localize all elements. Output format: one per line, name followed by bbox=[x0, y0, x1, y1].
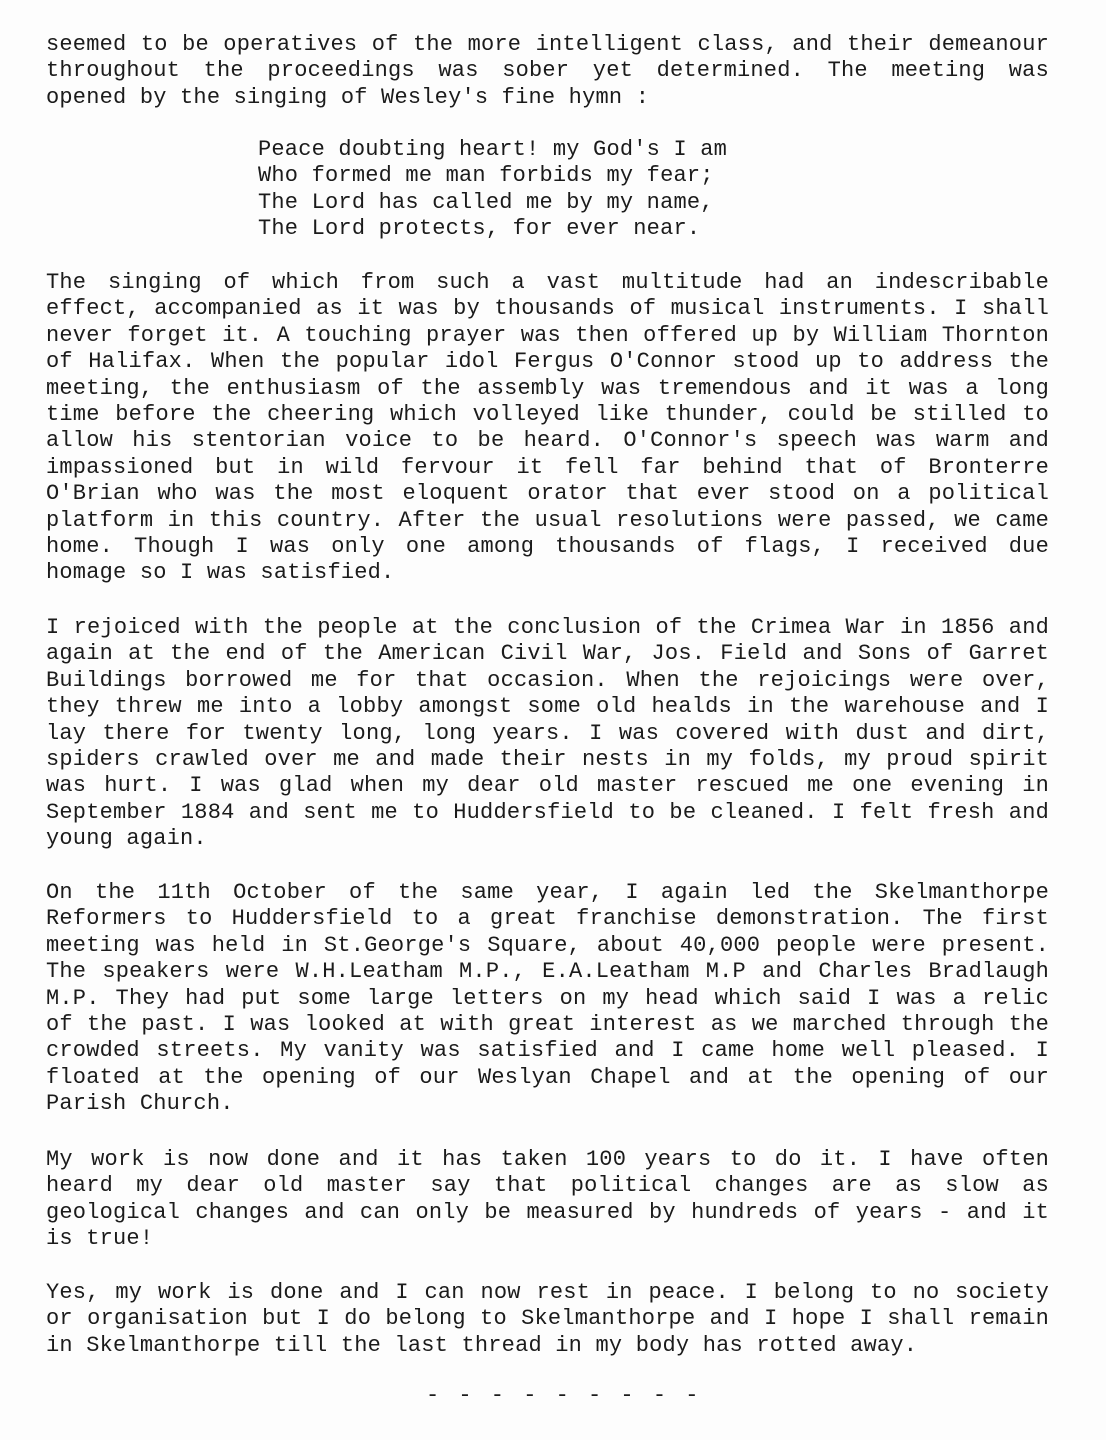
text-line: of the past. I was looked at with great interest as we marched through the bbox=[46, 1012, 1049, 1038]
text-line: seemed to be operatives of the more intelligent class, and their demeanour bbox=[46, 32, 1049, 57]
text-line: Reformers to Huddersfield to a great franchise demonstration. The first bbox=[46, 906, 1049, 932]
text-line: floated at the opening of our Weslyan Chapel and at the opening of our bbox=[46, 1064, 1049, 1090]
text-line: meeting was held in St.George's Square, about 40,000 people were present. bbox=[46, 932, 1049, 958]
text-line: young again. bbox=[46, 826, 207, 852]
paragraph-2 bbox=[46, 270, 1049, 587]
text-line: effect, accompanied as it was by thousands of musical instruments. I shall bbox=[46, 296, 1049, 322]
text-line: or organisation but I do belong to Skelmanthorpe and I hope I shall remain bbox=[46, 1306, 1049, 1332]
paragraph-5 bbox=[46, 1147, 1049, 1253]
text-line: On the 11th October of the same year, I again led the Skelmanthorpe bbox=[46, 880, 1049, 905]
text-line: never forget it. A touching prayer was then offered up by William Thornton bbox=[46, 322, 1049, 348]
text-line: lay there for twenty long, long years. I was covered with dust and dirt, bbox=[46, 720, 1049, 746]
text-line: allow his stentorian voice to be heard. O'Connor's speech was warm and bbox=[46, 428, 1049, 454]
text-line: Yes, my work is done and I can now rest in peace. I belong to no society bbox=[46, 1280, 1049, 1305]
paragraph-1 bbox=[46, 32, 1049, 111]
verse-line: The Lord protects, for ever near. bbox=[258, 216, 701, 242]
text-line: time before the cheering which volleyed like thunder, could be stilled to bbox=[46, 402, 1049, 428]
verse-line: Who formed me man forbids my fear; bbox=[258, 163, 714, 189]
paragraph-6 bbox=[46, 1280, 1049, 1359]
text-line: M.P. They had put some large letters on my head which said I was a relic bbox=[46, 985, 1049, 1011]
text-line: home. Though I was only one among thousands of flags, I received due bbox=[46, 534, 1049, 560]
text-line: heard my dear old master say that political changes are as slow as bbox=[46, 1173, 1049, 1199]
text-line: The singing of which from such a vast multitude had an indescribable bbox=[46, 270, 1049, 295]
text-line: Buildings borrowed me for that occasion. When the rejoicings were over, bbox=[46, 667, 1049, 693]
text-line: My work is now done and it has taken 100 years to do it. I have often bbox=[46, 1147, 1049, 1172]
end-mark: - - - - - - - - - bbox=[426, 1383, 702, 1408]
paragraph-3 bbox=[46, 615, 1049, 853]
text-line: in Skelmanthorpe till the last thread in my body has rotted away. bbox=[46, 1332, 918, 1358]
text-line: I rejoiced with the people at the conclusion of the Crimea War in 1856 and bbox=[46, 615, 1049, 640]
verse-line: Peace doubting heart! my God's I am bbox=[258, 137, 728, 162]
text-line: homage so I was satisfied. bbox=[46, 560, 395, 586]
text-line: throughout the proceedings was sober yet determined. The meeting was bbox=[46, 58, 1049, 84]
text-line: impassioned but in wild fervour it fell far behind that of Bronterre bbox=[46, 454, 1049, 480]
text-line: The speakers were W.H.Leatham M.P., E.A.Leatham M.P and Charles Bradlaugh bbox=[46, 959, 1049, 985]
paragraph-4 bbox=[46, 880, 1049, 1118]
text-line: is true! bbox=[46, 1226, 154, 1252]
text-line: September 1884 and sent me to Huddersfield to be cleaned. I felt fresh and bbox=[46, 799, 1049, 825]
text-line: again at the end of the American Civil War, Jos. Field and Sons of Garret bbox=[46, 641, 1049, 667]
text-line: O'Brian who was the most eloquent orator that ever stood on a political bbox=[46, 481, 1049, 507]
text-line: meeting, the enthusiasm of the assembly was tremendous and it was a long bbox=[46, 375, 1049, 401]
text-line: was hurt. I was glad when my dear old master rescued me one evening in bbox=[46, 773, 1049, 799]
verse-line: The Lord has called me by my name, bbox=[258, 189, 714, 215]
text-line: of Halifax. When the popular idol Fergus O'Connor stood up to address the bbox=[46, 349, 1049, 375]
text-line: spiders crawled over me and made their nests in my folds, my proud spirit bbox=[46, 747, 1049, 773]
text-line: they threw me into a lobby amongst some old healds in the warehouse and I bbox=[46, 694, 1049, 720]
text-line: Parish Church. bbox=[46, 1091, 234, 1117]
hymn-verse bbox=[258, 137, 778, 243]
text-line: platform in this country. After the usual resolutions were passed, we came bbox=[46, 507, 1049, 533]
text-line: geological changes and can only be measured by hundreds of years - and it bbox=[46, 1199, 1049, 1225]
text-line: opened by the singing of Wesley's fine hymn : bbox=[46, 84, 650, 110]
text-line: crowded streets. My vanity was satisfied and I came home well pleased. I bbox=[46, 1038, 1049, 1064]
